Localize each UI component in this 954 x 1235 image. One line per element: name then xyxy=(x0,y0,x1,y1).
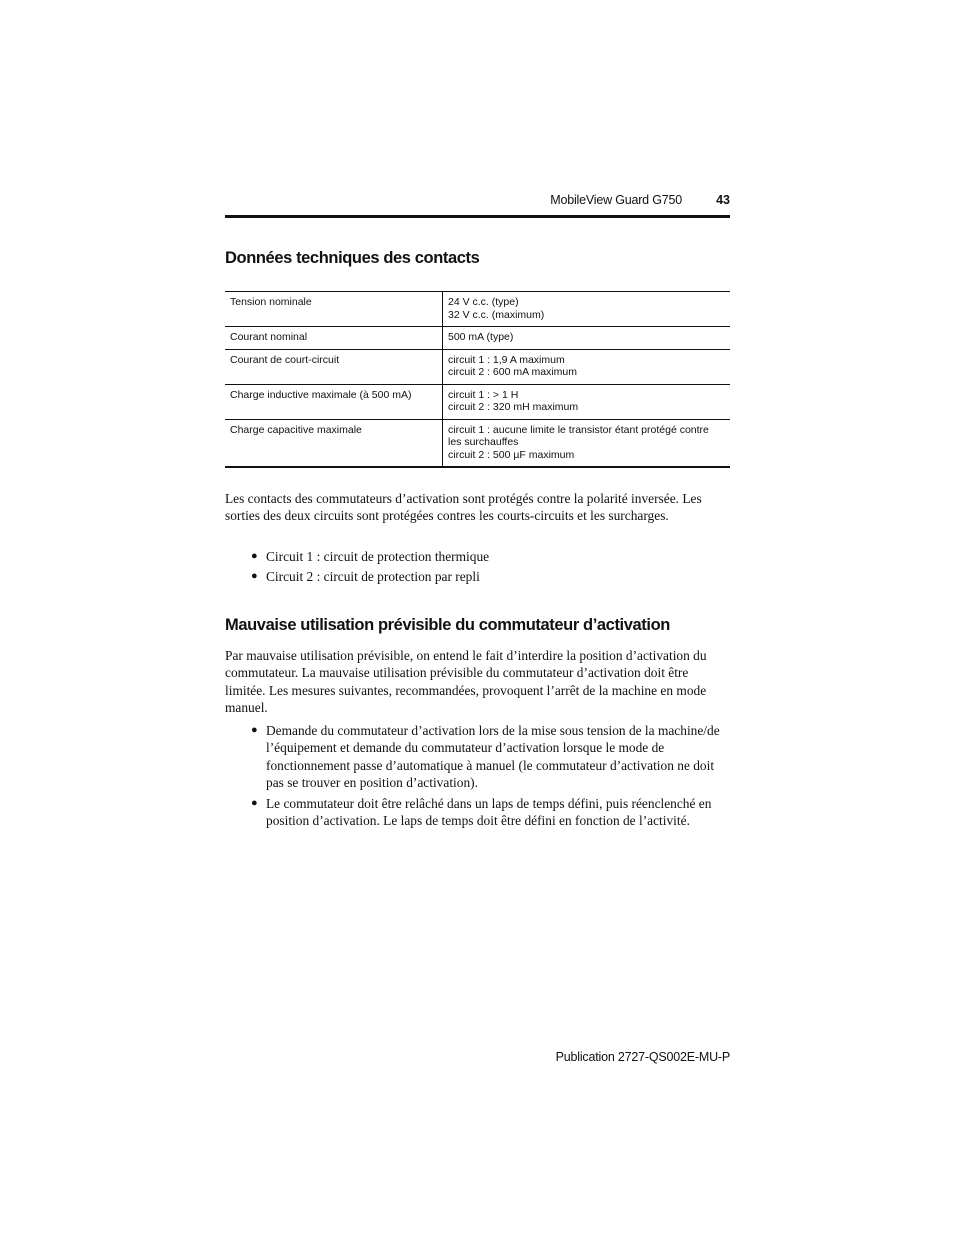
table-cell-value xyxy=(443,419,731,467)
list-item-text: Circuit 1 : circuit de protection thermique xyxy=(266,549,490,564)
bullet-icon: ● xyxy=(251,724,258,736)
bullet-icon: ● xyxy=(251,550,258,562)
table-cell-value xyxy=(443,327,731,350)
table-cell-value xyxy=(443,384,731,419)
list-item xyxy=(251,795,730,830)
table-value-line: circuit 1 : 1,9 A maximum xyxy=(448,353,565,366)
table-cell-value xyxy=(443,349,731,384)
table-row xyxy=(225,327,730,350)
section-heading-contacts: Données techniques des contacts xyxy=(225,249,480,267)
table-value-line: circuit 1 : > 1 H xyxy=(448,388,519,401)
list-item xyxy=(251,548,730,565)
bullet-list-circuits xyxy=(251,548,730,589)
specs-table xyxy=(225,291,730,468)
body-paragraph-contacts: Les contacts des commutateurs d’activation sont protégés contre la polarité inversée. Les sorties des deux circuits sont protégées contres les courts-circuits et les surcharges. xyxy=(225,491,702,524)
table-cell-label: Charge inductive maximale (à 500 mA) xyxy=(225,384,443,419)
bullet-icon: ● xyxy=(251,570,258,583)
section-heading-misuse: Mauvaise utilisation prévisible du commutateur d’activation xyxy=(225,616,670,634)
table-value-line: circuit 1 : aucune limite le transistor étant protégé contre les surchauffes xyxy=(448,423,709,448)
table-cell-label: Courant nominal xyxy=(225,327,443,350)
page-number: 43 xyxy=(716,193,730,207)
list-item-text: Le commutateur doit être relâché dans un laps de temps défini, puis réenclenché en position d’activation. Le laps de temps doit être défini en fonction de l’activité. xyxy=(266,795,712,829)
bullet-icon: ● xyxy=(251,796,258,809)
list-item xyxy=(251,568,730,585)
table-cell-label: Charge capacitive maximale xyxy=(225,419,443,467)
table-row xyxy=(225,349,730,384)
body-paragraph-misuse: Par mauvaise utilisation prévisible, on entend le fait d’interdire la position d’activation du commutateur. La mauvaise utilisation prévisible du commutateur d’activation doit être limitée. Les mesures suivantes, recommandées, provoquent l’arrêt de la machine en mode manuel. xyxy=(225,648,707,716)
table-cell-label: Tension nominale xyxy=(225,292,443,327)
table-row xyxy=(225,292,730,327)
page-header xyxy=(225,190,730,218)
table-cell-label: Courant de court-circuit xyxy=(225,349,443,384)
list-item-text: Demande du commutateur d’activation lors de la mise sous tension de la machine/de l’équipement et demande du commutateur d’activation lorsque le mode de fonctionnement passe d’automatique à manuel (le commutateur d’activation ne doit pas se trouver en position d’activation). xyxy=(266,723,720,791)
table-row xyxy=(225,419,730,467)
table-value-line: 32 V c.c. (maximum) xyxy=(448,308,545,321)
table-row xyxy=(225,384,730,419)
table-value-line: 500 mA (type) xyxy=(448,331,514,343)
table-value-line: circuit 2 : 320 mH maximum xyxy=(448,401,579,413)
list-item xyxy=(251,722,730,792)
table-value-line: 24 V c.c. (type) xyxy=(448,296,519,308)
list-item-text: Circuit 2 : circuit de protection par repli xyxy=(266,569,480,585)
header-title: MobileView Guard G750 xyxy=(550,193,682,207)
publication-footer: Publication 2727-QS002E-MU-P xyxy=(555,1050,730,1064)
table-value-line: circuit 2 : 500 µF maximum xyxy=(448,448,575,461)
bullet-list-measures xyxy=(251,722,730,832)
table-value-line: circuit 2 : 600 mA maximum xyxy=(448,366,577,378)
table-cell-value xyxy=(443,292,731,327)
